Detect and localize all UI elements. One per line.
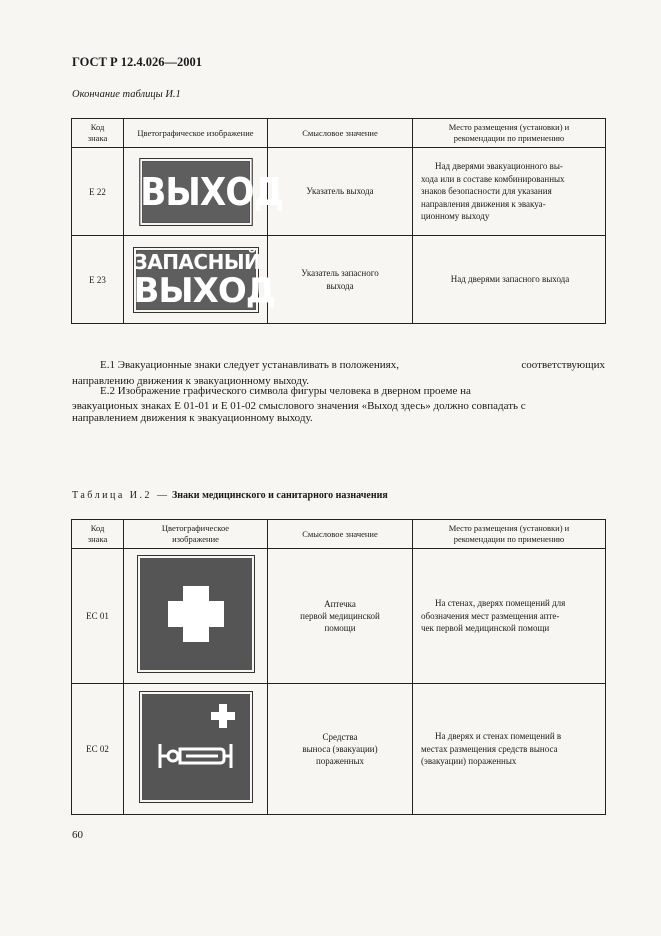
table-row [72, 236, 606, 324]
table-header-row [72, 520, 606, 549]
sign-image-cell [124, 684, 268, 815]
header-place: Место размещения (установки) и рекомендации по применению [413, 520, 606, 549]
sign-meaning: Аптечка первой медицинской помощи [268, 549, 413, 684]
sign-image-cell [124, 549, 268, 684]
paragraph-e1: Е.1 Эвакуационные знаки следует устанавливать в положениях, соответствующих [100, 359, 605, 371]
sign-image-cell [124, 148, 283, 236]
header-meaning: Смысловое значение [268, 520, 413, 549]
paragraph-e2: Е.2 Изображение графического символа фигуры человека в дверном проеме на [100, 385, 471, 397]
table-row [72, 549, 606, 684]
header-code: Код знака [72, 119, 124, 148]
sign-placement: Над дверями эвакуационного вы- хода или в составе комбинированных знаков безопасности для указания направления движения к эвакуа- ционному выходу [413, 148, 606, 236]
table-1 [71, 118, 606, 324]
sign-meaning: Средства выноса (эвакуации) пораженных [268, 684, 413, 815]
sign-meaning: Указатель запасного выхода [268, 236, 413, 324]
spare-exit-sign-image: ЗАПАСНЫЙ ВЫХОД [133, 247, 259, 313]
table-header-row [72, 119, 606, 148]
sign-placement: На дверях и стенах помещений в местах размещения средств выноса (эвакуации) пораженных [413, 684, 606, 815]
table-row [72, 148, 606, 236]
table2-caption: Таблица И.2 — Знаки медицинского и санитарного назначения [72, 490, 388, 501]
header-code: Код знака [72, 520, 124, 549]
sign-code: ЕС 02 [72, 684, 124, 815]
stretcher-cross-icon [139, 691, 253, 803]
table1-caption: Окончание таблицы И.1 [72, 89, 181, 100]
header-image: Цветографическое изображение [124, 520, 268, 549]
paragraph-e1-cont: направлению движения к эвакуационному выходу. [72, 375, 309, 387]
sign-placement: На стенах, дверях помещений для обозначения мест размещения апте- чек первой медицинской помощи [413, 549, 606, 684]
sign-meaning: Указатель выхода [268, 148, 413, 236]
sign-placement: Над дверями запасного выхода [413, 236, 606, 324]
header-meaning: Смысловое значение [268, 119, 413, 148]
sign-code: ЕС 01 [72, 549, 124, 684]
header-image: Цветографическое изображение [124, 119, 268, 148]
paragraph-e2-end: направлением движения к эвакуационному выходу. [72, 412, 313, 424]
header-place: Место размещения (установки) и рекомендации по применению [413, 119, 606, 148]
sign-code: Е 23 [72, 236, 124, 324]
page-number: 60 [72, 829, 83, 841]
table-row [72, 684, 606, 815]
paragraph-e2-cont: эвакуационых знаках Е 01-01 и Е 01-02 смыслового значения «Выход здесь» должно совпадать с [72, 400, 526, 412]
sign-code: Е 22 [72, 148, 124, 236]
table-2 [71, 519, 606, 815]
sign-image-cell [124, 236, 276, 324]
exit-sign-image: ВЫХОД [139, 158, 252, 226]
document-header: ГОСТ Р 12.4.026—2001 [72, 55, 203, 69]
first-aid-cross-icon [137, 555, 255, 673]
